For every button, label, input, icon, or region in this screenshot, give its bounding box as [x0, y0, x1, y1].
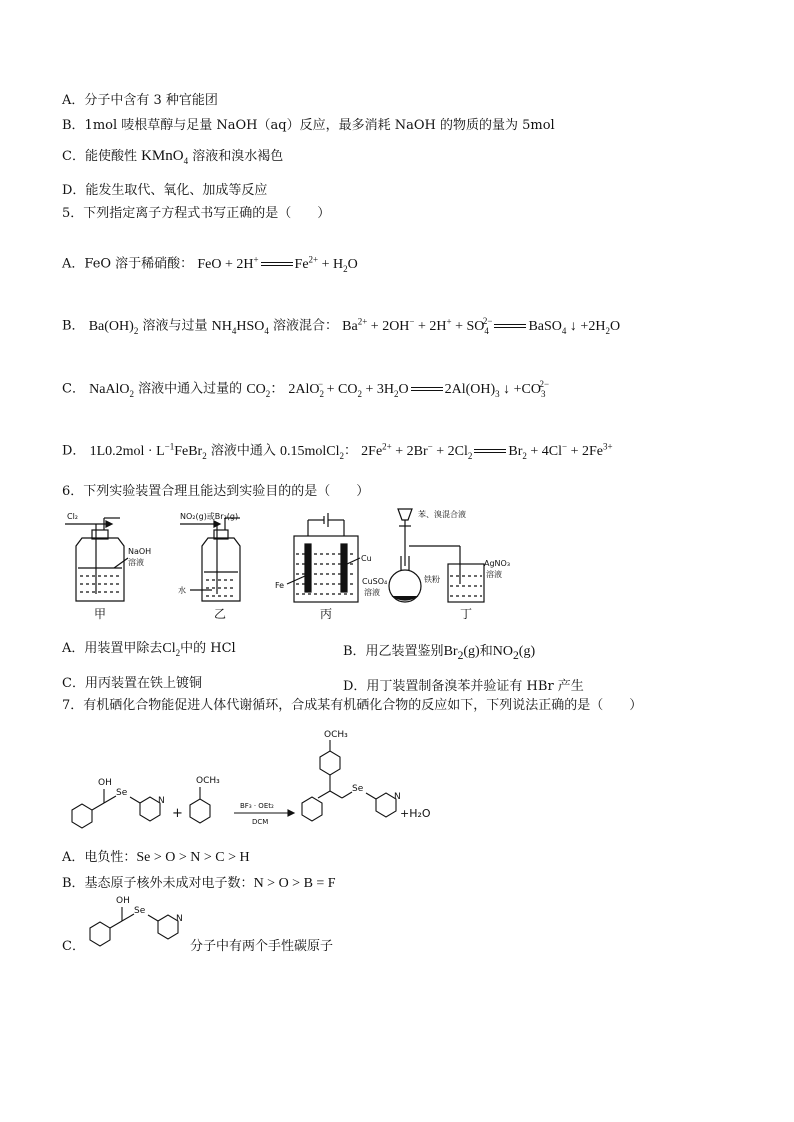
bing-fe: Fe [275, 581, 285, 590]
jia-reagent2: 溶液 [128, 558, 144, 567]
jia-label: 甲 [94, 607, 107, 621]
q6-option-a-pre: A．用装置甲除去 [62, 641, 163, 656]
apparatus-ding [389, 509, 510, 621]
svg-text:OCH₃: OCH₃ [196, 776, 220, 786]
q5-c-label: C． [62, 381, 85, 397]
q6-option-a-post: 中的 HCl [180, 641, 236, 656]
svg-text:Se: Se [134, 906, 146, 916]
svg-text:N: N [176, 914, 183, 924]
q4-option-c-post: 溶液和溴水褐色 [192, 149, 284, 164]
svg-text:N: N [394, 792, 401, 802]
q7-option-c-text: 分子中有两个手性碳原子 [190, 939, 334, 954]
q5-b-mid2: 溶液混合： [273, 318, 339, 334]
q6-option-c: C．用丙装置在铁上镀铜 [62, 676, 202, 691]
q5-option-c: C． NaAlO$_2$ 溶液中通入过量的 $CO_2$： $2AlO_2^- + CO_2 + 3H_2O$ $2Al(OH)_3$ ↓ $+CO_3^{2-}$ [62, 379, 550, 399]
yi-water: 水 [178, 586, 186, 595]
benzene-ring-1 [72, 804, 92, 828]
yi-gas: NO₂(g)或Br₂(g) [180, 512, 239, 521]
q5-stem: 5．下列指定离子方程式书写正确的是（ ） [62, 206, 331, 221]
q5-b-mid: 溶液与过量 [142, 318, 208, 334]
q5-a-label: A．FeO 溶于稀硝酸： [62, 256, 194, 272]
q5-d-mid: 溶液中通入 [210, 443, 276, 459]
q4-option-b: B．1mol 唛根草醇与足量 NaOH（aq）反应，最多消耗 NaOH 的物质的量为 5mol [62, 118, 555, 133]
q7-option-b: B．基态原子核外未成对电子数：N > O > B = F [62, 876, 336, 891]
reagent-bottom: DCM [252, 818, 269, 826]
q6-option-b: B．用乙装置鉴别$Br_2(g)$和$NO_2(g)$ [343, 644, 536, 662]
ding-label: 丁 [460, 607, 473, 621]
apparatus-jia [65, 512, 151, 621]
q7-reaction-scheme [62, 725, 462, 840]
svg-text:+H₂O: +H₂O [400, 807, 431, 820]
q5-c-mid: 溶液中通入过量的 [138, 381, 243, 397]
svg-text:OH: OH [116, 896, 130, 906]
q7-stem: 7．有机硒化合物能促进人体代谢循环，合成某有机硒化合物的反应如下，下列说法正确的是（ ） [62, 698, 643, 713]
q6-stem: 6．下列实验装置合理且能达到实验目的的是（ ） [62, 484, 370, 499]
q5-d-label: D． [62, 443, 86, 459]
q4-option-d: D．能发生取代、氧化、加成等反应 [62, 183, 268, 198]
q5-d-unit: ： [344, 443, 358, 459]
jia-gas: Cl₂ [67, 512, 79, 521]
q6-option-b-pre: B．用乙装置鉴别 [343, 644, 444, 659]
bing-sol1: CuSO₄ [362, 577, 388, 586]
pyridine-ring-1 [140, 797, 160, 821]
q5-b-label: B． [62, 318, 85, 334]
benzene-ring-2 [190, 799, 210, 823]
bing-label: 丙 [320, 607, 333, 621]
bing-cu: Cu [361, 554, 372, 563]
yi-label: 乙 [214, 607, 227, 621]
q7-option-b-label: B．基态原子核外未成对电子数： [62, 876, 254, 891]
q4-option-c: C．能使酸性 KMnO$_4$ 溶液和溴水褐色 [62, 148, 284, 166]
q5-option-a: A．FeO 溶于稀硝酸： FeO + 2H+ $Fe^{2+} + H_2O$ [62, 254, 358, 274]
q7-option-a-label: A．电负性： [62, 850, 137, 865]
ding-sol1: AgNO₃ [484, 559, 511, 568]
ding-top: 苯、溴混合液 [418, 510, 466, 519]
apparatus-bing [275, 513, 387, 621]
q7-option-a: A．电负性：Se > O > N > C > H [62, 850, 250, 865]
svg-text:Se: Se [116, 788, 128, 798]
pyridine-ring-2 [376, 793, 396, 817]
svg-text:+: + [172, 806, 183, 821]
q7-option-c [62, 938, 85, 956]
svg-text:OH: OH [98, 778, 112, 788]
bing-sol2: 溶液 [364, 588, 380, 597]
svg-text:N: N [158, 796, 165, 806]
apparatus-yi [178, 511, 240, 621]
q4-option-a: A．分子中含有 3 种官能团 [62, 93, 218, 108]
ding-iron: 铁粉 [424, 575, 440, 584]
ding-sol2: 溶液 [486, 570, 502, 579]
q4-option-c-pre: C．能使酸性 [62, 149, 137, 164]
reagent-top: BF₃ · OEt₂ [240, 802, 274, 810]
benzene-ring-3 [320, 751, 340, 775]
svg-text:OCH₃: OCH₃ [324, 730, 348, 740]
q7-option-c-label: C． [62, 939, 85, 954]
q5-option-b: B． $Ba(OH)_2$ 溶液与过量 $NH_4HSO_4$ 溶液混合： $Ba^{2+} + 2OH^- + 2H^+ + SO_4^{2-}$ BaSO$_4$ ↓ $+2H_2O$ [62, 316, 621, 336]
benzene-ring-4 [302, 797, 322, 821]
q5-option-d: D． $1L0.2mol \cdot L^{-1}FeBr_2$ 溶液中通入 0.15molCl$_2$： $2Fe^{2+} + 2Br^- + 2Cl_2$ $Br_2 + 4Cl^- + 2Fe^{3+}$ [62, 441, 613, 461]
q6-option-b-mid: 和 [479, 644, 493, 659]
q6-option-a: A．用装置甲除去$Cl_2$中的 HCl [62, 641, 236, 658]
jia-reagent1: NaOH [128, 547, 152, 556]
svg-text:Se: Se [352, 784, 364, 794]
q6-option-d: D．用丁装置制备溴苯并验证有 HBr 产生 [343, 679, 584, 694]
q7-option-c-structure [86, 892, 190, 956]
q6-apparatus-figure [62, 506, 522, 624]
